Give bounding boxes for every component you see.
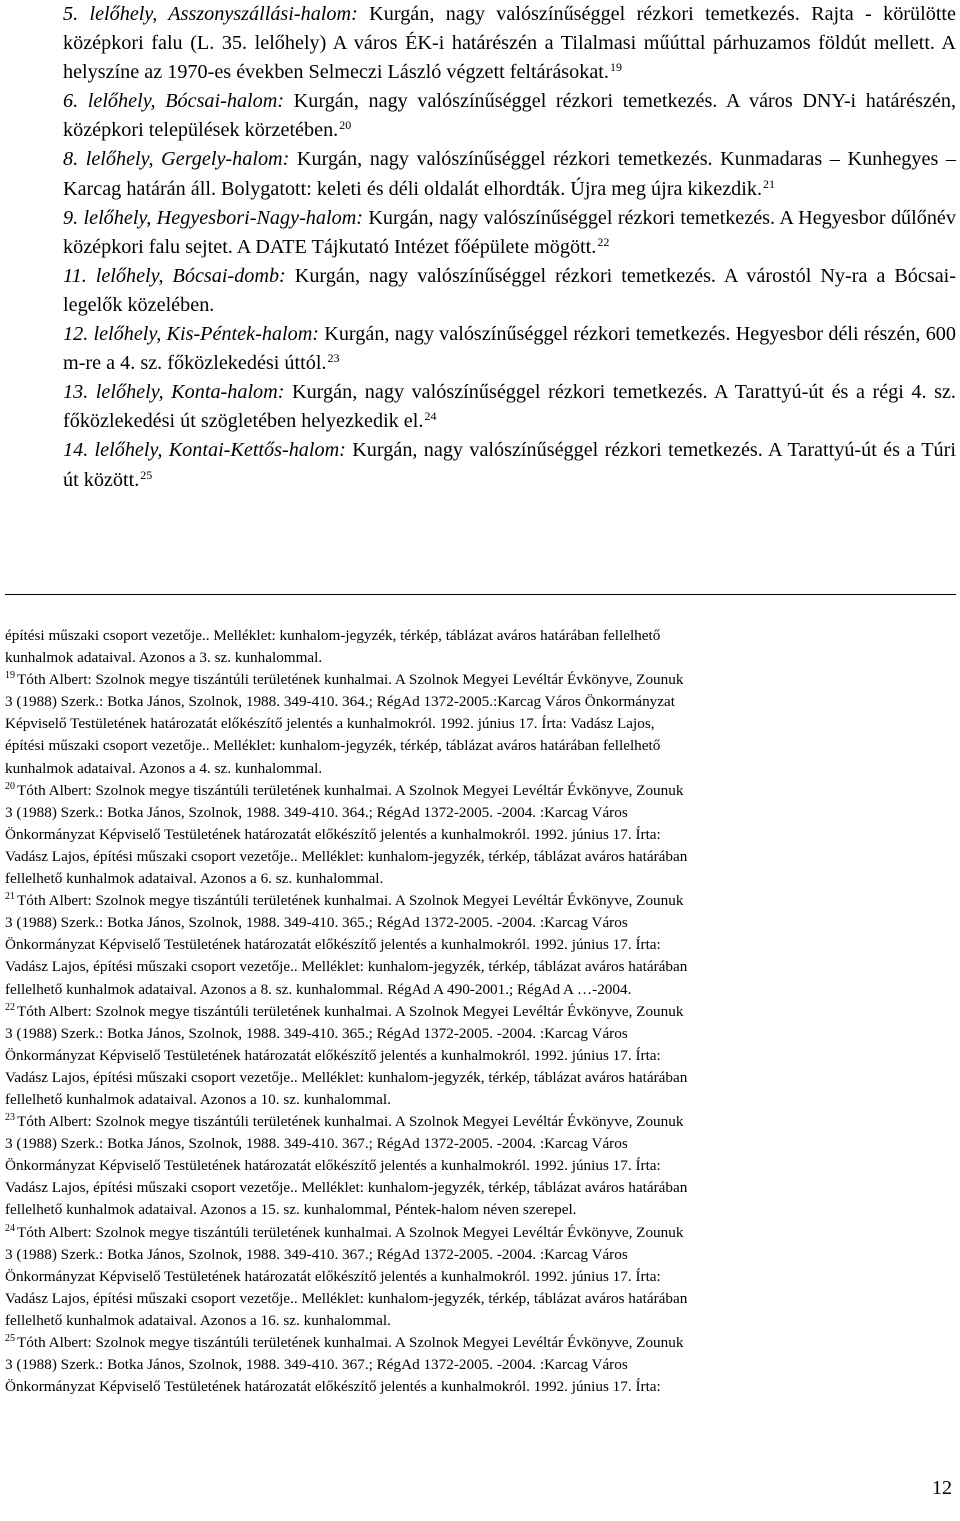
footnote-text: Tóth Albert: Szolnok megye tiszántúli területének kunhalmai. A Szolnok Megyei Levéltár Évkönyve, Zounuk	[17, 1223, 684, 1241]
site-description: Kurgán, nagy valószínűséggel rézkori temetkezés. A Tarattyú-út és a régi 4. sz. főközlekedési út szögletében helyezkedik el.	[63, 381, 956, 433]
body-text	[63, 0, 956, 495]
footnote-line	[5, 780, 946, 802]
site-entry	[63, 378, 956, 436]
footnote-text: Önkormányzat Képviselő Testületének határozatát előkészítő jelentés a kunhalmokról. 1992. június 17. Írta:	[5, 1267, 661, 1285]
footnote-text: 3 (1988) Szerk.: Botka János, Szolnok, 1988. 349-410. 364.; RégAd 1372-2005.:Karcag Város Önkormányzat	[5, 693, 675, 711]
footnote-text: fellelhető kunhalmok adataival. Azonos a 16. sz. kunhalommal.	[5, 1311, 391, 1329]
site-description: Kurgán, nagy valószínűséggel rézkori temetkezés. Hegyesbor déli részén, 600 m-re a 4. sz. főközlekedési úttól.	[63, 323, 956, 375]
footnote-text: kunhalmok adataival. Azonos a 3. sz. kunhalommal.	[5, 649, 323, 667]
footnote-text: Tóth Albert: Szolnok megye tiszántúli területének kunhalmai. A Szolnok Megyei Levéltár Évkönyve, Zounuk	[17, 1113, 684, 1131]
footnote-reference: 19	[609, 60, 622, 75]
footnote-line	[5, 1111, 946, 1133]
site-description: Kurgán, nagy valószínűséggel rézkori temetkezés. A várostól Ny-ra a Bócsai-legelők közelében.	[63, 264, 956, 316]
footnote-number: 22	[5, 1001, 15, 1013]
footnote-line	[5, 979, 946, 1001]
footnote-line	[5, 1244, 946, 1266]
footnote-line	[5, 669, 946, 691]
footnote-line	[5, 1001, 946, 1023]
footnote-number: 25	[5, 1333, 15, 1344]
footnote-text: fellelhető kunhalmok adataival. Azonos a 8. sz. kunhalommal. RégAd A 490-2001.; RégAd A …-2004.	[5, 980, 632, 998]
footnote-line	[5, 846, 946, 868]
footnote-line	[5, 1155, 946, 1177]
footnote-number: 23	[5, 1112, 15, 1124]
site-label: 14. lelőhely, Kontai-Kettős-halom:	[63, 439, 346, 462]
footnote-separator	[5, 594, 956, 595]
footnote-line	[5, 802, 946, 824]
footnotes	[5, 625, 946, 1398]
footnote-text: Tóth Albert: Szolnok megye tiszántúli területének kunhalmai. A Szolnok Megyei Levéltár Évkönyve, Zounuk	[17, 892, 684, 910]
footnote-text: Önkormányzat Képviselő Testületének határozatát előkészítő jelentés a kunhalmokról. 1992. június 17. Írta:	[5, 1378, 661, 1396]
footnote-line	[5, 713, 946, 735]
footnote-line	[5, 735, 946, 757]
footnote-reference: 21	[763, 176, 776, 191]
footnote-text: Tóth Albert: Szolnok megye tiszántúli területének kunhalmai. A Szolnok Megyei Levéltár Évkönyve, Zounuk	[17, 1002, 684, 1020]
footnote-reference: 24	[424, 409, 437, 424]
footnote-line	[5, 1266, 946, 1288]
footnote-line	[5, 890, 946, 912]
site-entry	[63, 320, 956, 378]
footnote-line	[5, 912, 946, 934]
site-label: 9. lelőhely, Hegyesbori-Nagy-halom:	[63, 206, 363, 229]
site-label: 13. lelőhely, Konta-halom:	[63, 381, 285, 404]
footnote-text: Önkormányzat Képviselő Testületének határozatát előkészítő jelentés a kunhalmokról. 1992. június 17. Írta:	[5, 825, 661, 843]
site-description: Kurgán, nagy valószínűséggel rézkori temetkezés. A Tarattyú-út és a Túri út között.	[63, 439, 956, 491]
footnote-line	[5, 1288, 946, 1310]
site-entry	[63, 145, 956, 203]
footnote-line	[5, 1332, 946, 1354]
footnote-text: Képviselő Testületének határozatát előkészítő jelentés a kunhalmokról. 1992. június 17. Írta: Vadász Lajos,	[5, 715, 655, 733]
footnote-text: fellelhető kunhalmok adataival. Azonos a 15. sz. kunhalommal, Péntek-halom néven szerepel.	[5, 1201, 577, 1219]
site-label: 11. lelőhely, Bócsai-domb:	[63, 264, 286, 287]
footnote-text: építési műszaki csoport vezetője.. Melléklet: kunhalom-jegyzék, térkép, táblázat aváros határában fellelhető	[5, 627, 661, 644]
footnote-number: 20	[5, 780, 15, 792]
footnote-line	[5, 1067, 946, 1089]
footnote-line	[5, 1133, 946, 1155]
footnote-line	[5, 934, 946, 956]
site-entry	[63, 87, 956, 145]
site-description: Kurgán, nagy valószínűséggel rézkori temetkezés. A város DNY-i határészén, középkori települések körzetében.	[63, 90, 956, 142]
footnote-text: 3 (1988) Szerk.: Botka János, Szolnok, 1988. 349-410. 367.; RégAd 1372-2005. -2004. :Karcag Város	[5, 1245, 628, 1263]
footnote-text: Önkormányzat Képviselő Testületének határozatát előkészítő jelentés a kunhalmokról. 1992. június 17. Írta:	[5, 1157, 661, 1175]
footnote-number: 21	[5, 891, 15, 903]
footnote-text: fellelhető kunhalmok adataival. Azonos a 10. sz. kunhalommal.	[5, 1090, 391, 1108]
footnote-text: Önkormányzat Képviselő Testületének határozatát előkészítő jelentés a kunhalmokról. 1992. június 17. Írta:	[5, 1046, 661, 1064]
footnote-text: Tóth Albert: Szolnok megye tiszántúli területének kunhalmai. A Szolnok Megyei Levéltár Évkönyve, Zounuk	[17, 671, 684, 689]
footnote-text: Tóth Albert: Szolnok megye tiszántúli területének kunhalmai. A Szolnok Megyei Levéltár Évkönyve, Zounuk	[17, 1334, 684, 1351]
site-entry	[63, 436, 956, 494]
footnote-text: 3 (1988) Szerk.: Botka János, Szolnok, 1988. 349-410. 365.; RégAd 1372-2005. -2004. :Karcag Város	[5, 1024, 628, 1042]
site-description: Kurgán, nagy valószínűséggel rézkori temetkezés. Kunmadaras – Kunhegyes – Karcag határán áll. Bolygatott: keleti és déli oldalát elhordták. Újra meg újra kikezdik.	[63, 148, 956, 200]
footnote-line	[5, 1045, 946, 1067]
site-entry	[63, 262, 956, 320]
footnote-text: Vadász Lajos, építési műszaki csoport vezetője.. Melléklet: kunhalom-jegyzék, térkép, táblázat aváros határában	[5, 847, 688, 865]
footnote-line	[5, 1310, 946, 1332]
footnote-text: Tóth Albert: Szolnok megye tiszántúli területének kunhalmai. A Szolnok Megyei Levéltár Évkönyve, Zounuk	[17, 781, 684, 799]
site-label: 12. lelőhely, Kis-Péntek-halom:	[63, 323, 320, 346]
footnote-reference: 22	[597, 234, 610, 249]
site-label: 6. lelőhely, Bócsai-halom:	[63, 90, 285, 113]
footnote-text: kunhalmok adataival. Azonos a 4. sz. kunhalommal.	[5, 759, 323, 777]
footnote-text: Vadász Lajos, építési műszaki csoport vezetője.. Melléklet: kunhalom-jegyzék, térkép, táblázat aváros határában	[5, 1289, 688, 1307]
footnote-line	[5, 824, 946, 846]
footnote-text: Vadász Lajos, építési műszaki csoport vezetője.. Melléklet: kunhalom-jegyzék, térkép, táblázat aváros határában	[5, 958, 688, 976]
footnote-number: 19	[5, 670, 15, 682]
footnote-line	[5, 647, 946, 669]
footnote-reference: 25	[140, 467, 153, 482]
footnote-text: Önkormányzat Képviselő Testületének határozatát előkészítő jelentés a kunhalmokról. 1992. június 17. Írta:	[5, 936, 661, 954]
footnote-text: 3 (1988) Szerk.: Botka János, Szolnok, 1988. 349-410. 367.; RégAd 1372-2005. -2004. :Karcag Város	[5, 1135, 628, 1153]
footnote-line	[5, 758, 946, 780]
footnote-line	[5, 1089, 946, 1111]
footnote-line	[5, 1222, 946, 1244]
footnote-line	[5, 1023, 946, 1045]
footnote-text: 3 (1988) Szerk.: Botka János, Szolnok, 1988. 349-410. 365.; RégAd 1372-2005. -2004. :Karcag Város	[5, 914, 628, 932]
footnote-line	[5, 1354, 946, 1376]
site-description: Kurgán, nagy valószínűséggel rézkori temetkezés. Rajta - körülötte középkori falu (L. 35. lelőhely) A város ÉK-i határészén a Tilalmasi műúttal párhuzamos földút mellett. A helyszíne az 1970-es években Selmeczi László végzett feltárásokat.	[63, 3, 956, 84]
footnote-text: Vadász Lajos, építési műszaki csoport vezetője.. Melléklet: kunhalom-jegyzék, térkép, táblázat aváros határában	[5, 1179, 688, 1197]
site-description: Kurgán, nagy valószínűséggel rézkori temetkezés. A Hegyesbor dűlőnév középkori falu sejtet. A DATE Tájkutató Intézet főépülete mögött.	[63, 206, 956, 258]
footnote-line	[5, 1376, 946, 1398]
footnote-line	[5, 868, 946, 890]
footnote-line	[5, 625, 946, 647]
site-entry	[63, 204, 956, 262]
footnote-text: 3 (1988) Szerk.: Botka János, Szolnok, 1988. 349-410. 364.; RégAd 1372-2005. -2004. :Karcag Város	[5, 803, 628, 821]
footnote-text: 3 (1988) Szerk.: Botka János, Szolnok, 1988. 349-410. 367.; RégAd 1372-2005. -2004. :Karcag Város	[5, 1356, 628, 1374]
site-label: 5. lelőhely, Asszonyszállási-halom:	[63, 3, 358, 25]
footnote-text: Vadász Lajos, építési műszaki csoport vezetője.. Melléklet: kunhalom-jegyzék, térkép, táblázat aváros határában	[5, 1068, 688, 1086]
footnote-reference: 23	[327, 351, 340, 366]
footnote-number: 24	[5, 1222, 15, 1234]
page-number: 12	[932, 1477, 952, 1499]
site-label: 8. lelőhely, Gergely-halom:	[63, 148, 290, 171]
footnote-text: fellelhető kunhalmok adataival. Azonos a 6. sz. kunhalommal.	[5, 870, 384, 888]
footnote-line	[5, 691, 946, 713]
footnote-line	[5, 956, 946, 978]
footnote-reference: 20	[339, 118, 352, 133]
site-entry	[63, 0, 956, 87]
footnote-text: építési műszaki csoport vezetője.. Melléklet: kunhalom-jegyzék, térkép, táblázat aváros határában fellelhető	[5, 737, 661, 755]
footnote-line	[5, 1199, 946, 1221]
footnote-line	[5, 1177, 946, 1199]
